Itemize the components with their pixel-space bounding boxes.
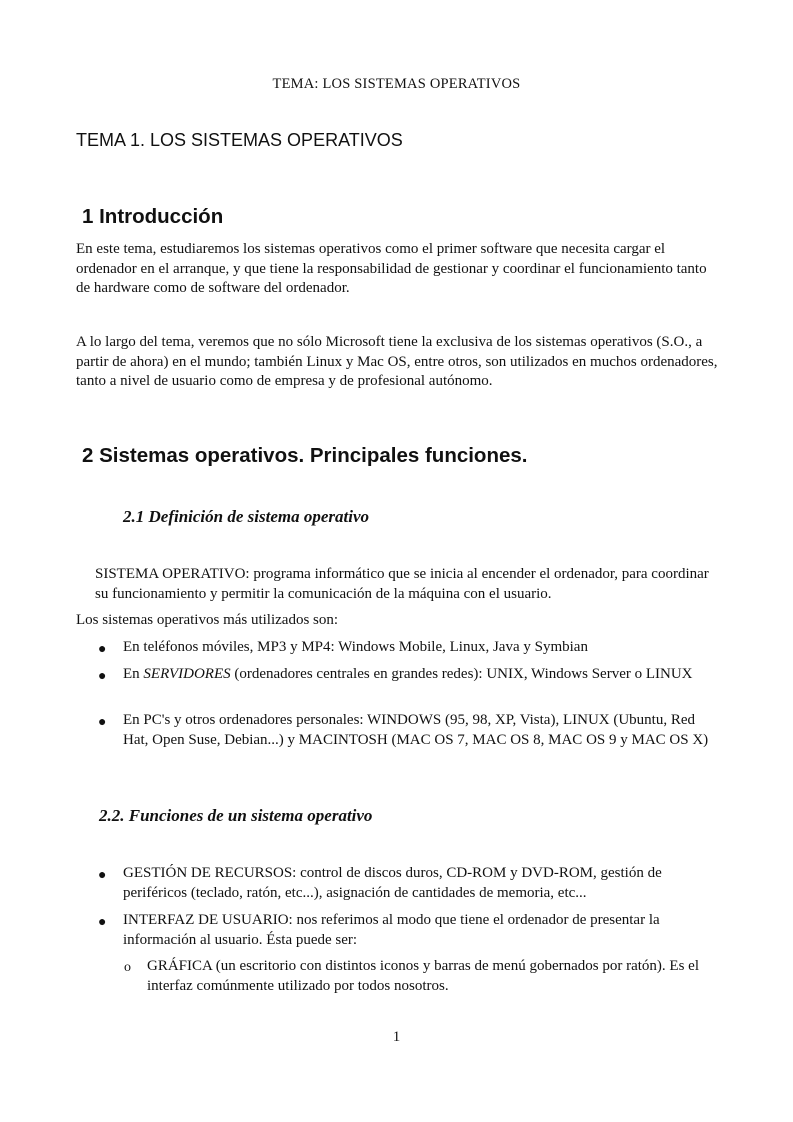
bullet-glyph: ● [98, 915, 107, 930]
section-heading-sistemas-operativos: 2 Sistemas operativos. Principales funciones. [82, 444, 528, 467]
list-item-interfaz-usuario: INTERFAZ DE USUARIO: nos referimos al modo que tiene el ordenador de presentar la información al usuario. Ésta puede ser: [123, 912, 660, 948]
document-title: TEMA 1. LOS SISTEMAS OPERATIVOS [76, 130, 403, 150]
subsection-heading-definicion: 2.1 Definición de sistema operativo [123, 507, 370, 526]
list-item-servidores [123, 665, 713, 685]
servidores-emphasis: SERVIDORES [143, 666, 231, 682]
intro-paragraph-1: En este tema, estudiaremos los sistemas operativos como el primer software que necesita cargar el ordenador en el arranque, y que tiene la responsabilidad de gestionar y coordinar el funcionamiento tanto de hardware como de software del ordenador. [76, 241, 707, 296]
subsection-heading-funciones: 2.2. Funciones de un sistema operativo [99, 806, 373, 825]
list-item-moviles: En teléfonos móviles, MP3 y MP4: Windows Mobile, Linux, Java y Symbian [123, 639, 588, 655]
list-item-pcs: En PC's y otros ordenadores personales: WINDOWS (95, 98, XP, Vista), LINUX (Ubuntu, Red Hat, Open Suse, Debian...) y MACINTOSH (MAC OS 7, MAC OS 8, MAC OS 9 y MAC OS X) [123, 712, 709, 748]
section-heading-introduccion: 1 Introducción [82, 205, 224, 228]
bullet-glyph: ● [98, 868, 107, 883]
list-item-prefix: En [123, 666, 144, 682]
list-item-rest: (ordenadores centrales en grandes redes): UNIX, Windows Server o LINUX [230, 666, 693, 682]
sub-bullet-glyph: o [124, 960, 131, 975]
bullet-glyph: ● [98, 715, 107, 730]
intro-paragraph-2: A lo largo del tema, veremos que no sólo Microsoft tiene la exclusiva de los sistemas operativos (S.O., a partir de ahora) en el mundo; también Linux y Mac OS, entre otros, son utilizados en muchos ordenadores, tanto a nivel de usuario como de empresa y de profesional autónomo. [76, 334, 718, 389]
bullet-glyph: ● [98, 669, 107, 684]
definition-paragraph: SISTEMA OPERATIVO: programa informático que se inicia al encender el ordenador, para coordinar su funcionamiento y permitir la comunicación de la máquina con el usuario. [95, 566, 709, 602]
running-header: TEMA: LOS SISTEMAS OPERATIVOS [272, 76, 521, 92]
list-intro: Los sistemas operativos más utilizados son: [76, 612, 339, 628]
sub-list-item-grafica: GRÁFICA (un escritorio con distintos iconos y barras de menú gobernados por ratón). Es el interfaz comúnmente utilizado por todos nosotros. [147, 958, 699, 994]
page-number: 1 [392, 1029, 401, 1045]
list-item-gestion-recursos: GESTIÓN DE RECURSOS: control de discos duros, CD-ROM y DVD-ROM, gestión de periféricos (teclado, ratón, etc...), asignación de cantidades de memoria, etc... [123, 865, 662, 901]
bullet-glyph: ● [98, 642, 107, 657]
